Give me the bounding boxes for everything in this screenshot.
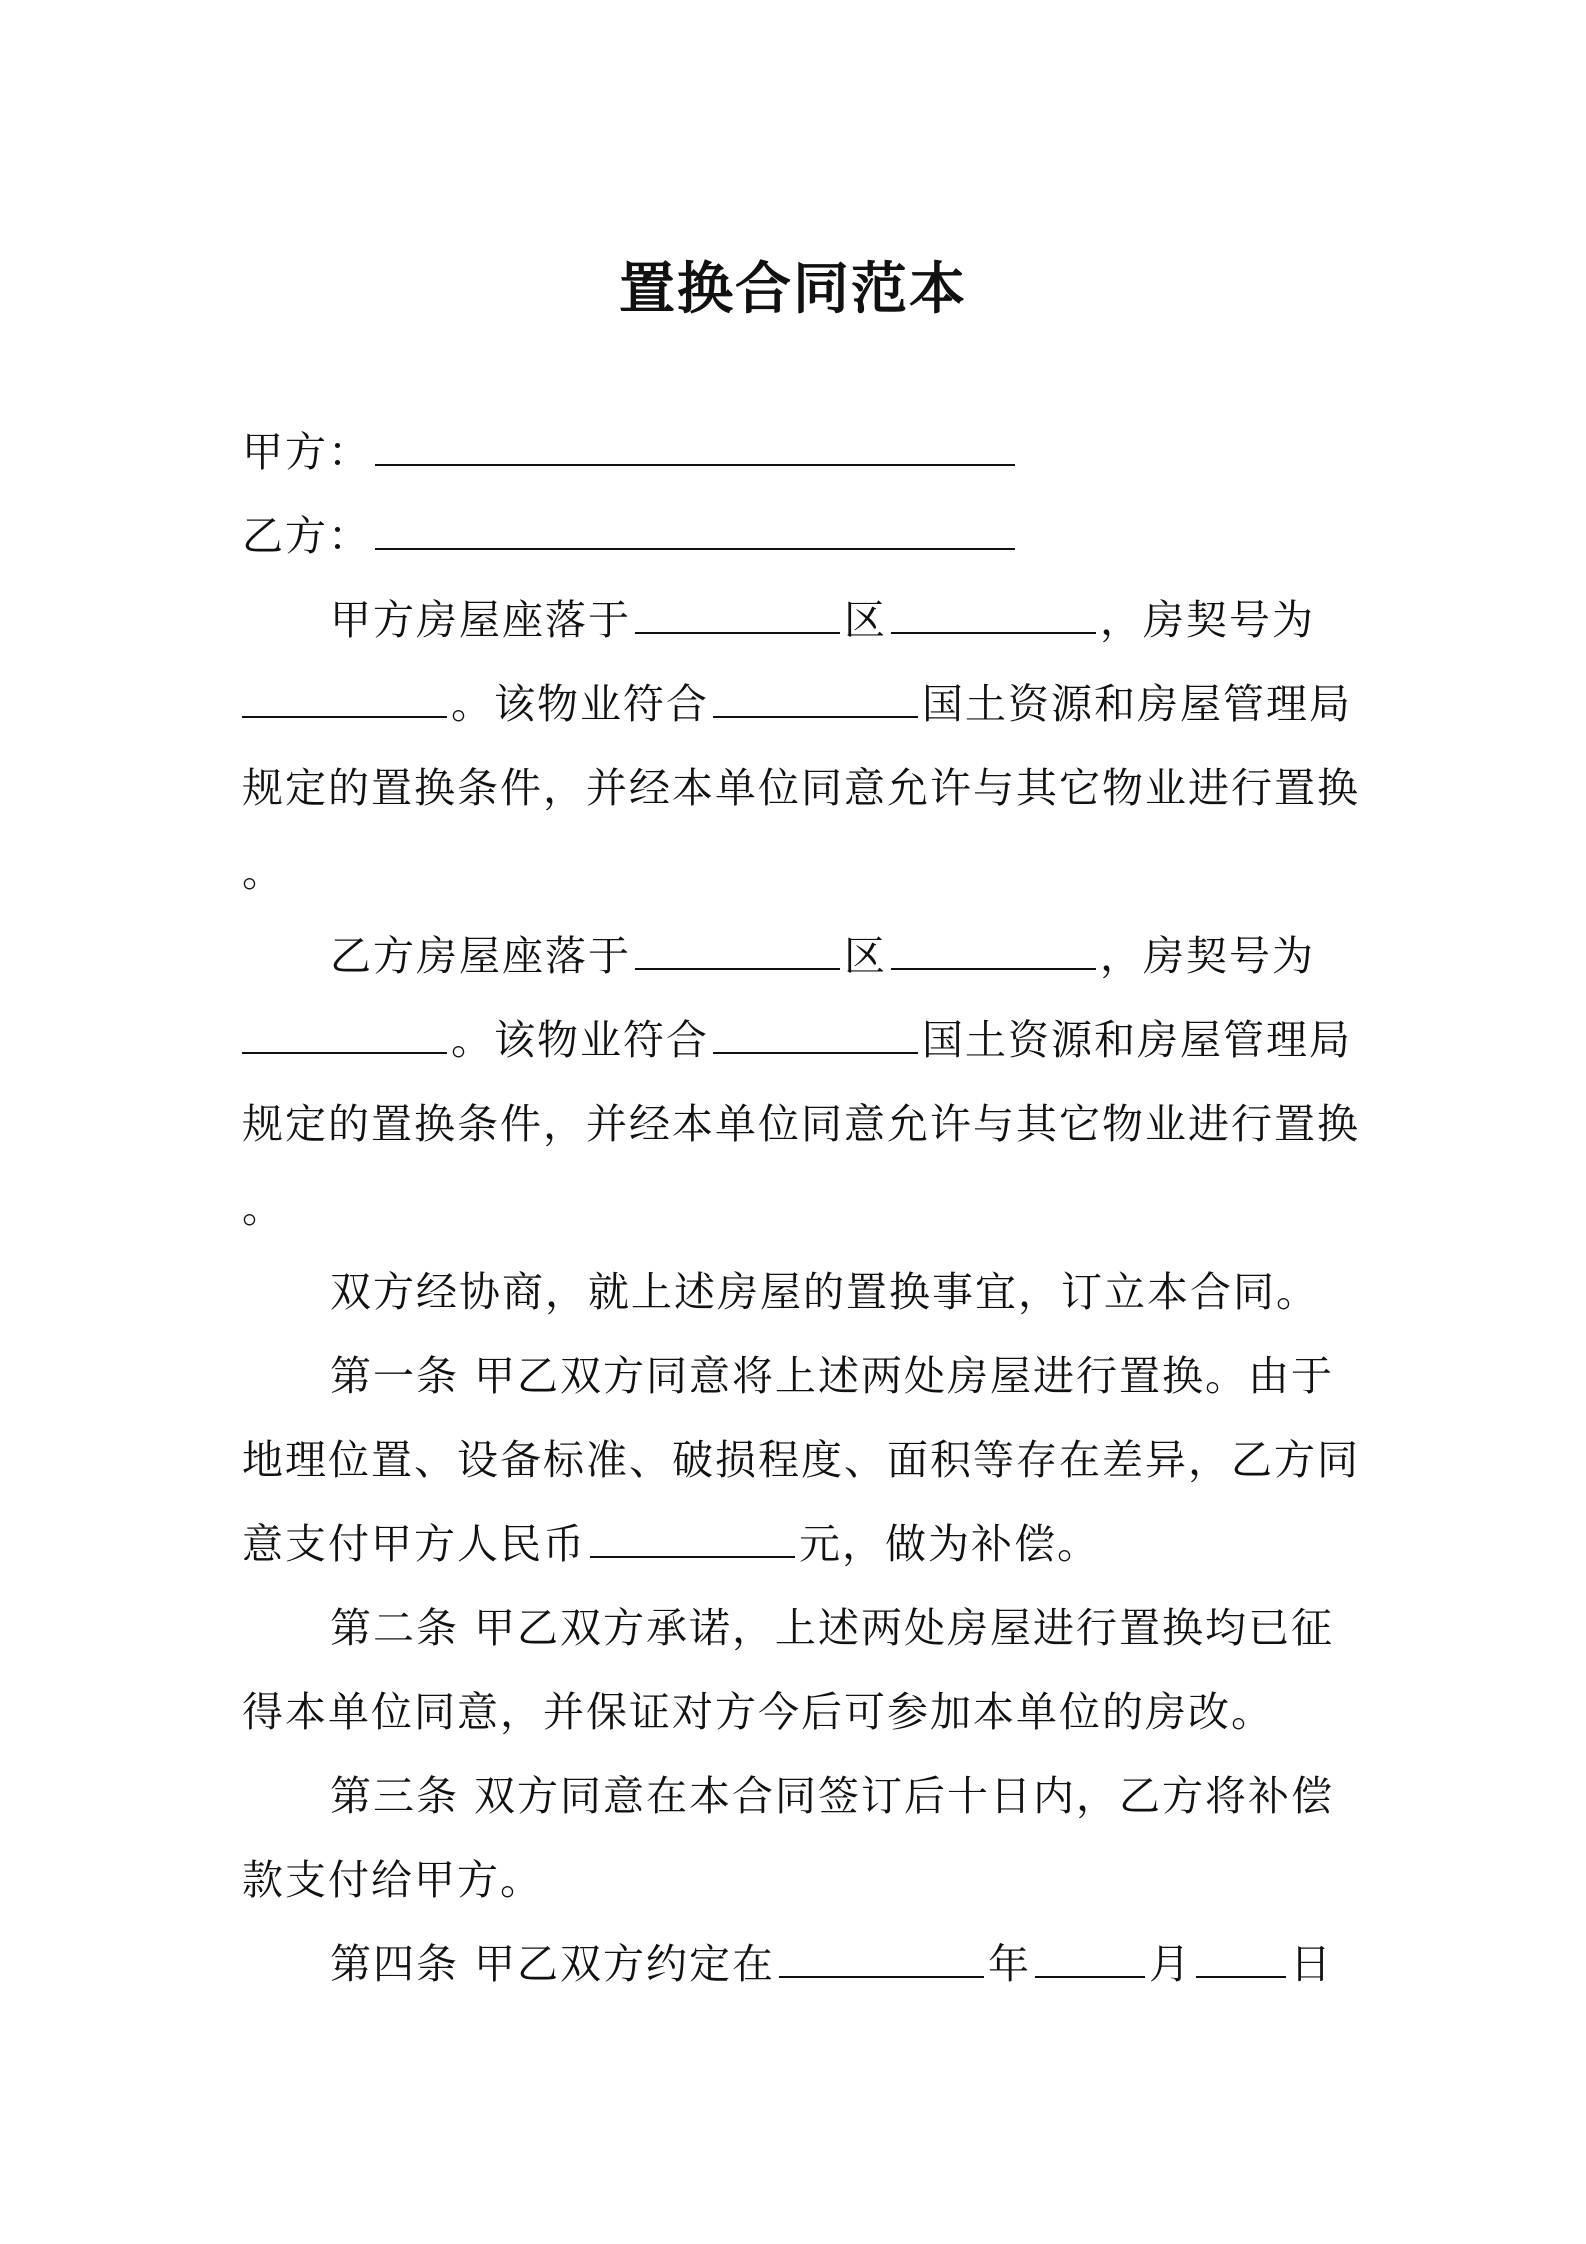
para-b-comply-text: 。该物业符合 bbox=[451, 1016, 709, 1064]
para-a-line-3: 规定的置换条件，并经本单位同意允许与其它物业进行置换 bbox=[242, 764, 1360, 812]
para-a-district-blank bbox=[891, 596, 1096, 634]
article-4-agreement-text: 第四条 甲乙双方约定在 bbox=[330, 1940, 776, 1988]
para-b-line-2 bbox=[242, 998, 1357, 1082]
para-b-deed-blank bbox=[242, 1016, 447, 1054]
article-1-line-2: 地理位置、设备标准、破损程度、面积等存在差异，乙方同 bbox=[242, 1436, 1360, 1484]
para-b-bureau-text: 国土资源和房屋管理局 bbox=[922, 1016, 1352, 1064]
para-b-bureau-blank bbox=[713, 1016, 918, 1054]
contract-body bbox=[242, 410, 1360, 2006]
para-a-bureau-text: 国土资源和房屋管理局 bbox=[922, 680, 1352, 728]
article-1-line-1: 第一条 甲乙双方同意将上述两处房屋进行置换。由于 bbox=[330, 1352, 1335, 1400]
article-2-line-1: 第二条 甲乙双方承诺，上述两处房屋进行置换均已征 bbox=[330, 1604, 1335, 1652]
para-b-line-1 bbox=[242, 914, 1357, 998]
para-a-deed-text: ，房契号为 bbox=[1100, 596, 1315, 644]
article-1-line-3 bbox=[242, 1502, 1357, 1586]
article-4-day-blank bbox=[1196, 1940, 1286, 1978]
article-4-year-blank bbox=[779, 1940, 984, 1978]
party-a-label: 甲方： bbox=[242, 428, 371, 476]
party-a-line bbox=[242, 410, 1357, 494]
article-3-line-2: 款支付给甲方。 bbox=[242, 1856, 543, 1904]
article-4-year-text: 年 bbox=[988, 1940, 1032, 1988]
para-b-location-text: 乙方房屋座落于 bbox=[330, 932, 631, 980]
article-1-amount-blank bbox=[590, 1520, 795, 1558]
para-a-city-blank bbox=[635, 596, 840, 634]
party-a-blank bbox=[375, 428, 1015, 466]
para-b-city-blank bbox=[635, 932, 840, 970]
party-b-label: 乙方： bbox=[242, 512, 371, 560]
party-b-blank bbox=[375, 512, 1015, 550]
para-a-line-2 bbox=[242, 662, 1357, 746]
para-a-deed-blank bbox=[242, 680, 447, 718]
para-a-comply-text: 。该物业符合 bbox=[451, 680, 709, 728]
article-1-compensation-text: 元，做为补偿。 bbox=[799, 1520, 1100, 1568]
article-4-line-1 bbox=[242, 1922, 1357, 2006]
party-b-line bbox=[242, 494, 1357, 578]
para-a-location-text: 甲方房屋座落于 bbox=[330, 596, 631, 644]
article-4-month-text: 月 bbox=[1149, 1940, 1193, 1988]
article-4-day-text: 日 bbox=[1290, 1940, 1334, 1988]
para-a-line-4: 。 bbox=[242, 848, 285, 896]
agreement-line: 双方经协商，就上述房屋的置换事宜，订立本合同。 bbox=[330, 1268, 1319, 1316]
article-4-month-blank bbox=[1035, 1940, 1145, 1978]
article-3-line-1: 第三条 双方同意在本合同签订后十日内，乙方将补偿 bbox=[330, 1772, 1335, 1820]
para-b-line-3: 规定的置换条件，并经本单位同意允许与其它物业进行置换 bbox=[242, 1100, 1360, 1148]
para-b-district-text: 区 bbox=[844, 932, 887, 980]
para-b-line-4: 。 bbox=[242, 1184, 285, 1232]
article-2-line-2: 得本单位同意，并保证对方今后可参加本单位的房改。 bbox=[242, 1688, 1274, 1736]
para-a-bureau-blank bbox=[713, 680, 918, 718]
para-a-district-text: 区 bbox=[844, 596, 887, 644]
para-a-line-1 bbox=[242, 578, 1357, 662]
para-b-deed-text: ，房契号为 bbox=[1100, 932, 1315, 980]
para-b-district-blank bbox=[891, 932, 1096, 970]
document-title: 置换合同范本 bbox=[619, 257, 967, 322]
article-1-payment-text: 意支付甲方人民币 bbox=[242, 1520, 586, 1568]
